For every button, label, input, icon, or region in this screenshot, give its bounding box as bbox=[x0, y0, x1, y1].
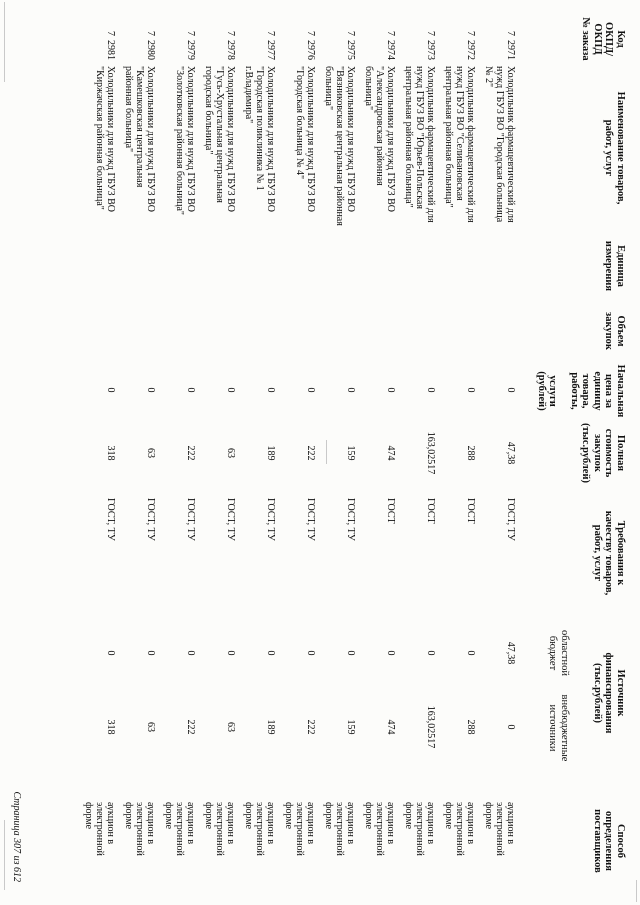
row-name: Холодильник фармацевтический для нужд ГБУЗ ВО "Юрьев-Польская центральная районная больница" bbox=[403, 66, 436, 223]
row-price: 0 bbox=[465, 387, 476, 393]
row-regional-budget: 0 bbox=[465, 650, 476, 656]
row-requirements: ГОСТ, ТУ bbox=[505, 498, 516, 541]
row-method: аукцион в электронной форме bbox=[483, 802, 516, 856]
row-code: 7 bbox=[105, 31, 116, 36]
row-order-number: 2977 bbox=[265, 40, 276, 60]
row-code: 7 bbox=[225, 31, 236, 36]
row-total: 318 bbox=[105, 445, 116, 461]
row-order-number: 2981 bbox=[105, 40, 116, 60]
row-name: Холодильники для нужд ГБУЗ ВО "Камешковская центральная районная больница" bbox=[123, 66, 156, 212]
row-name: Холодильник фармацевтический для нужд ГБУЗ ВО "Селивановская центральная районная больница" bbox=[443, 66, 476, 223]
table-row bbox=[156, 12, 196, 892]
header-source-regional: областной бюджет bbox=[547, 630, 570, 676]
table-row bbox=[396, 12, 436, 892]
row-extrabudget: 474 bbox=[385, 719, 396, 735]
row-method: аукцион в электронной форме bbox=[123, 802, 156, 856]
header-unit: Единица измерения bbox=[603, 240, 626, 292]
row-code: 7 bbox=[305, 31, 316, 36]
row-total: 222 bbox=[305, 445, 316, 461]
row-method: аукцион в электронной форме bbox=[203, 802, 236, 856]
row-price: 0 bbox=[345, 387, 356, 393]
scan-artifact-line bbox=[4, 2, 5, 82]
row-code: 7 bbox=[145, 31, 156, 36]
row-requirements: ГОСТ bbox=[385, 498, 396, 524]
row-price: 0 bbox=[505, 387, 516, 393]
row-code-order bbox=[465, 12, 476, 60]
row-order-number: 2972 bbox=[465, 40, 476, 60]
row-method: аукцион в электронной форме bbox=[283, 802, 316, 856]
row-code-order bbox=[345, 12, 356, 60]
row-name: Холодильники для нужд ГБУЗ ВО "Гусь-Хрустальная центральная городская больница" bbox=[203, 66, 236, 212]
procurement-table bbox=[6, 12, 634, 892]
row-total: 474 bbox=[385, 445, 396, 461]
header-requirements: Требования к качеству товаров, работ, услуг bbox=[592, 510, 626, 596]
row-method: аукцион в электронной форме bbox=[243, 802, 276, 856]
row-price: 0 bbox=[425, 387, 436, 393]
scan-artifact-line bbox=[326, 440, 327, 464]
row-code: 7 bbox=[265, 31, 276, 36]
row-price: 0 bbox=[105, 387, 116, 393]
row-name: Холодильники для нужд ГБУЗ ВО "Вязниковская центральная районная больница" bbox=[323, 66, 356, 226]
table-row bbox=[196, 12, 236, 892]
table-row bbox=[276, 12, 316, 892]
row-order-number: 2974 bbox=[385, 40, 396, 60]
row-order-number: 2978 bbox=[225, 40, 236, 60]
row-extrabudget: 288 bbox=[465, 719, 476, 735]
row-code: 7 bbox=[505, 31, 516, 36]
row-regional-budget: 0 bbox=[425, 650, 436, 656]
header-volume: Объем закупок bbox=[603, 312, 626, 350]
header-total: Полная стоимость закупок (тыс.рублей) bbox=[580, 422, 626, 484]
row-extrabudget: 63 bbox=[225, 722, 236, 732]
row-regional-budget: 0 bbox=[305, 650, 316, 656]
row-price: 0 bbox=[225, 387, 236, 393]
row-order-number: 2973 bbox=[425, 40, 436, 60]
row-name: Холодильники для нужд ГБУЗ ВО "Городская поликлиника № 1 г.Владимира" bbox=[243, 66, 276, 212]
row-regional-budget: 0 bbox=[185, 650, 196, 656]
row-extrabudget: 222 bbox=[185, 719, 196, 735]
row-total: 288 bbox=[465, 445, 476, 461]
row-extrabudget: 163,02517 bbox=[425, 705, 436, 749]
header-code: Код ОКПД/ ОКПД № заказа bbox=[580, 17, 626, 61]
row-name: Холодильники для нужд ГБУЗ ВО "Городская больница № 4" bbox=[294, 66, 316, 212]
row-price: 0 bbox=[265, 387, 276, 393]
row-requirements: ГОСТ, ТУ bbox=[185, 498, 196, 541]
row-extrabudget: 159 bbox=[345, 719, 356, 735]
row-requirements: ГОСТ, ТУ bbox=[105, 498, 116, 541]
row-total: 222 bbox=[185, 445, 196, 461]
row-price: 0 bbox=[305, 387, 316, 393]
row-regional-budget: 47,38 bbox=[505, 641, 516, 665]
row-requirements: ГОСТ, ТУ bbox=[305, 498, 316, 541]
row-extrabudget: 0 bbox=[505, 724, 516, 730]
row-price: 0 bbox=[145, 387, 156, 393]
row-code: 7 bbox=[185, 31, 196, 36]
row-requirements: ГОСТ, ТУ bbox=[145, 498, 156, 541]
row-order-number: 2980 bbox=[145, 40, 156, 60]
row-extrabudget: 189 bbox=[265, 719, 276, 735]
scan-artifact-line bbox=[4, 820, 5, 890]
row-code-order bbox=[425, 12, 436, 60]
row-method: аукцион в электронной форме bbox=[363, 802, 396, 856]
row-price: 0 bbox=[385, 387, 396, 393]
row-code: 7 bbox=[465, 31, 476, 36]
row-order-number: 2979 bbox=[185, 40, 196, 60]
row-total: 159 bbox=[345, 445, 356, 461]
header-price: Начальная цена за единицу товара, работы, услуги (рублей) bbox=[536, 364, 626, 418]
row-regional-budget: 0 bbox=[105, 650, 116, 656]
table-row bbox=[476, 12, 516, 892]
table-header bbox=[526, 12, 634, 892]
table-row bbox=[356, 12, 396, 892]
row-requirements: ГОСТ bbox=[425, 498, 436, 524]
row-method: аукцион в электронной форме bbox=[163, 802, 196, 856]
row-name: Холодильник фармацевтический для нужд ГБУЗ ВО "Городская больница № 2" bbox=[483, 66, 516, 223]
row-requirements: ГОСТ, ТУ bbox=[265, 498, 276, 541]
row-requirements: ГОСТ bbox=[465, 498, 476, 524]
row-method: аукцион в электронной форме bbox=[83, 802, 116, 856]
table-row bbox=[116, 12, 156, 892]
page-number: Страница 307 из 612 bbox=[11, 791, 22, 882]
row-total: 63 bbox=[225, 448, 236, 458]
row-code-order bbox=[185, 12, 196, 60]
header-source-extrabudget: внебюджетные источники bbox=[547, 694, 570, 762]
scan-artifact-line bbox=[636, 880, 637, 902]
row-regional-budget: 0 bbox=[345, 650, 356, 656]
row-requirements: ГОСТ, ТУ bbox=[345, 498, 356, 541]
row-name: Холодильники для нужд ГБУЗ ВО "Александровская районная больница" bbox=[363, 66, 396, 212]
row-regional-budget: 0 bbox=[385, 650, 396, 656]
row-code: 7 bbox=[385, 31, 396, 36]
row-total: 163,02517 bbox=[425, 431, 436, 475]
table-row bbox=[236, 12, 276, 892]
row-total: 47,38 bbox=[505, 441, 516, 465]
row-extrabudget: 318 bbox=[105, 719, 116, 735]
row-method: аукцион в электронной форме bbox=[443, 802, 476, 856]
table-row bbox=[316, 12, 356, 892]
header-name: Наименование товаров, работ, услуг bbox=[603, 91, 626, 205]
row-code-order bbox=[145, 12, 156, 60]
row-regional-budget: 0 bbox=[145, 650, 156, 656]
row-order-number: 2976 bbox=[305, 40, 316, 60]
row-regional-budget: 0 bbox=[225, 650, 236, 656]
row-code: 7 bbox=[425, 31, 436, 36]
row-extrabudget: 63 bbox=[145, 722, 156, 732]
row-code: 7 bbox=[345, 31, 356, 36]
row-order-number: 2971 bbox=[505, 40, 516, 60]
row-order-number: 2975 bbox=[345, 40, 356, 60]
row-code-order bbox=[105, 12, 116, 60]
row-name: Холодильники для нужд ГБУЗ ВО "Киржачская районная больница" bbox=[94, 66, 116, 212]
row-code-order bbox=[505, 12, 516, 60]
row-total: 189 bbox=[265, 445, 276, 461]
row-method: аукцион в электронной форме bbox=[403, 802, 436, 856]
row-code-order bbox=[385, 12, 396, 60]
row-requirements: ГОСТ, ТУ bbox=[225, 498, 236, 541]
row-code-order bbox=[225, 12, 236, 60]
table-row bbox=[436, 12, 476, 892]
row-extrabudget: 222 bbox=[305, 719, 316, 735]
row-regional-budget: 0 bbox=[265, 650, 276, 656]
row-code-order bbox=[265, 12, 276, 60]
table-row bbox=[76, 12, 116, 892]
header-method: Способ определения поставщиков bbox=[592, 809, 626, 873]
row-code-order bbox=[305, 12, 316, 60]
row-name: Холодильники для нужд ГБУЗ ВО "Золотковская районная больница" bbox=[174, 66, 196, 215]
row-price: 0 bbox=[185, 387, 196, 393]
header-source: Источник финансирования (тыс.рублей) bbox=[592, 652, 626, 734]
row-method: аукцион в электронной форме bbox=[323, 802, 356, 856]
row-total: 63 bbox=[145, 448, 156, 458]
